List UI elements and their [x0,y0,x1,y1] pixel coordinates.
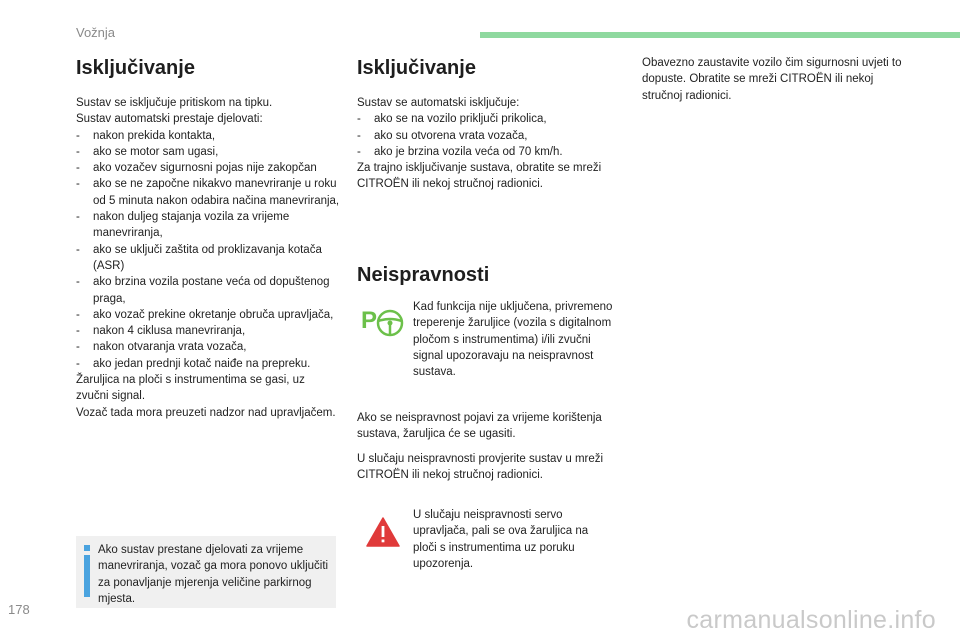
list-item: - ako se na vozilo priključi prikolica, [357,111,619,127]
list-item: - ako su otvorena vrata vozača, [357,128,619,144]
park-assist-steering-icon [360,306,404,338]
list-item: - nakon otvaranja vrata vozača, [76,339,340,355]
paragraph: Sustav se isključuje pritiskom na tipku. [76,97,273,109]
heading-deactivation-left: Isključivanje [76,57,195,79]
paragraph: Vozač tada mora preuzeti nadzor nad upravljačem. [76,406,336,419]
list-item: - ako vozač prekine okretanje obruča upravljača, [76,307,340,323]
info-icon [84,545,90,597]
paragraph: U slučaju neispravnosti provjerite sustav u mreži CITROËN ili nekoj stručnoj radionici. [357,453,604,482]
warning-text: U slučaju neispravnosti servo upravljača, pali se ova žaruljica na ploči s instrumentima uz poruku upozorenja. [413,509,589,570]
paragraph: Za trajno isključivanje sustava, obratite se mreži CITROËN ili nekoj stručnoj radionici. [357,162,602,191]
paragraph: Obavezno zaustavite vozilo čim sigurnosni uvjeti to dopuste. Obratite se mreži CITROËN ili nekoj stručnoj radionici. [642,57,902,102]
paragraph: Žaruljica na ploči s instrumentima se gasi, uz zvučni signal. [76,374,305,403]
paragraph: Ako se neispravnost pojavi za vrijeme korištenja sustava, žaruljica će se ugasiti. [357,412,602,441]
list-item: - ako brzina vozila postane veća od dopuštenog praga, [76,274,340,307]
watermark: carmanualsonline.info [686,606,936,634]
heading-deactivation-middle: Isključivanje [357,57,476,79]
section-accent-bar [480,32,960,38]
auto-off-list [357,111,619,160]
info-text: Ako sustav prestane djelovati za vrijeme manevriranja, vozač ga mora ponovo uključiti za ponavljanje mjerenja veličine parkirnog mjesta. [98,544,329,605]
info-box [76,536,336,608]
paragraph: Sustav se automatski isključuje: [357,97,520,109]
list-item: - ako se motor sam ugasi, [76,144,340,160]
list-item: - nakon duljeg stajanja vozila za vrijeme manevriranja, [76,209,340,242]
section-label: Vožnja [76,25,116,40]
list-item: - ako vozačev sigurnosni pojas nije zakopčan [76,160,340,176]
column-right [642,55,902,104]
auto-stop-list [76,128,340,372]
list-item: - ako se uključi zaštita od proklizavanja kotača (ASR) [76,242,340,275]
list-item: - nakon 4 ciklusa manevriranja, [76,323,340,339]
fault-description: Kad funkcija nije uključena, privremeno treperenje žaruljice (vozila s digitalnom pločom s instrumentima) i/ili zvučni signal upozoravaju na neispravnost sustava. [413,301,613,379]
heading-faults: Neispravnosti [357,264,490,286]
list-item: - ako je brzina vozila veća od 70 km/h. [357,144,619,160]
list-item: - nakon prekida kontakta, [76,128,340,144]
column-middle [357,55,619,193]
list-item: - ako jedan prednji kotač naiđe na prepreku. [76,356,340,372]
p-icon-letter: P [361,307,378,334]
list-item: - ako se ne započne nikakvo manevriranje u roku od 5 minuta nakon odabira načina manevriranja, [76,176,340,209]
warning-triangle-icon [366,517,400,547]
paragraph: Sustav automatski prestaje djelovati: [76,113,263,126]
page-number: 178 [8,602,30,617]
column-left [76,55,340,421]
